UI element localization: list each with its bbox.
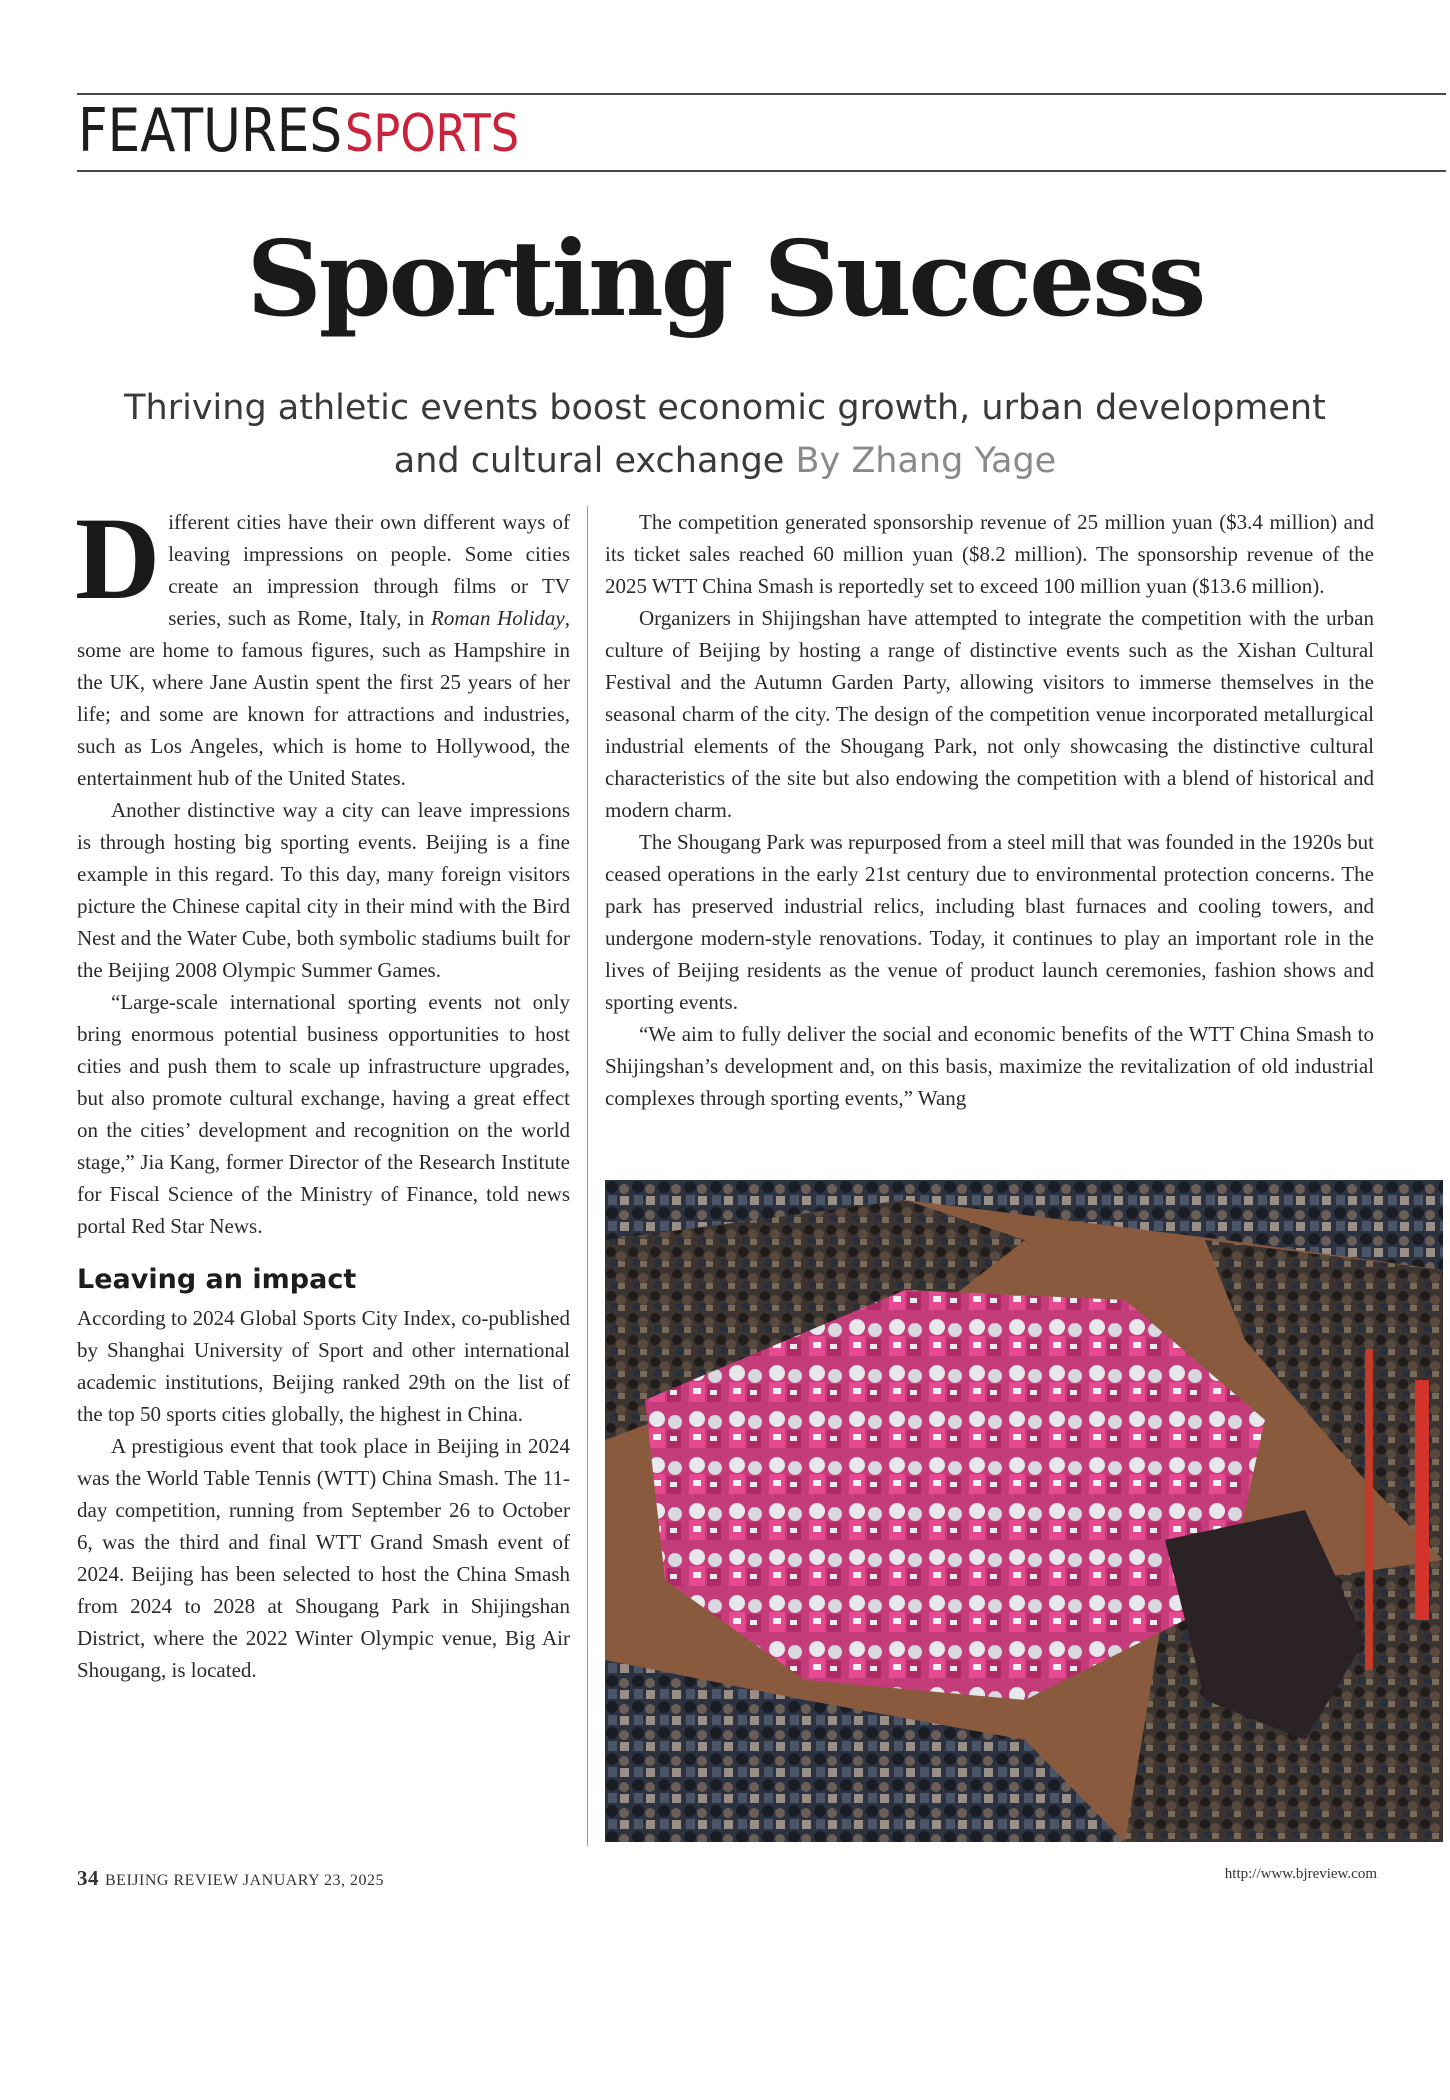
- subhead-leaving-an-impact: Leaving an impact: [77, 1264, 357, 1295]
- parade-photo-illustration: [605, 1180, 1443, 1842]
- paragraph-4: According to 2024 Global Sports City Index, co-published by Shanghai University of Sport and other international academic institutions, Beijing ranked 29th on the list of the top 50 sports cities globally, the highest in China.: [77, 1306, 570, 1426]
- section-label-features: FEATURES: [78, 96, 343, 166]
- publication-name: BEIJING REVIEW JANUARY 23, 2025: [105, 1872, 385, 1889]
- footer-url: http://www.bjreview.com: [1224, 1866, 1377, 1882]
- paragraph-8: The Shougang Park was repurposed from a steel mill that was founded in the 1920s but ceased operations in the early 21st century due to environmental protection concerns. The park has preserved industrial relics, including blast furnaces and cooling towers, and undergone modern-style renovations. Today, it continues to play an important role in the lives of Beijing residents as the venue of product launch ceremonies, fashion shows and sporting events.: [605, 830, 1374, 1014]
- parade-photo: [605, 1180, 1443, 1842]
- byline: By Zhang Yage: [795, 441, 1057, 481]
- left-column: [75, 493, 570, 1686]
- paragraph-1-text: ifferent cities have their own different ways of leaving impressions on people. Some cities create an impression through films or TV series, such as Rome, Italy, in: [168, 510, 570, 630]
- section-label-sports: SPORTS: [345, 104, 520, 164]
- page-number: 34: [77, 1866, 99, 1890]
- paragraph-2: Another distinctive way a city can leave impressions is through hosting big sporting events. Beijing is a fine example in this regard. To this day, many foreign visitors picture the Chinese capital city in their mind with the Bird Nest and the Water Cube, both symbolic stadiums built for the Beijing 2008 Olympic Summer Games.: [77, 798, 570, 982]
- paragraph-7: Organizers in Shijingshan have attempted to integrate the competition with the urban culture of Beijing by hosting a range of distinctive events such as the Xishan Cultural Festival and the Autumn Garden Party, allowing visitors to immerse themselves in the seasonal charm of the city. The design of the competition venue incorporated metallurgical industrial elements of the Shougang Park, not only showcasing the distinctive cultural characteristics of the site but also endowing the competition with a blend of historical and modern charm.: [605, 606, 1374, 822]
- paragraph-3: “Large-scale international sporting events not only bring enormous potential business opportunities to host cities and push them to scale up infrastructure upgrades, but also promote cultural exchange, having a great effect on the cities’ development and recognition on the world stage,” Jia Kang, former Director of the Research Institute for Fiscal Science of the Ministry of Finance, told news portal Red Star News.: [77, 990, 570, 1238]
- drop-cap: D: [75, 493, 161, 624]
- paragraph-1-rest: , some are home to famous figures, such as Hampshire in the UK, where Jane Austin spent the first 25 years of her life; and some are known for attractions and industries, such as Los Angeles, which is home to Hollywood, the entertainment hub of the United States.: [77, 606, 570, 790]
- header-rule-top: [77, 93, 1446, 95]
- article-deck: [90, 382, 1360, 488]
- header-rule-bottom: [77, 170, 1446, 172]
- paragraph-9: “We aim to fully deliver the social and economic benefits of the WTT China Smash to Shijingshan’s development and, on this basis, maximize the revitalization of old industrial complexes through sporting events,” Wang: [605, 1022, 1374, 1110]
- paragraph-6: The competition generated sponsorship revenue of 25 million yuan ($3.4 million) and its ticket sales reached 60 million yuan ($8.2 million). The sponsorship revenue of the 2025 WTT China Smash is reportedly set to exceed 100 million yuan ($13.6 million).: [605, 510, 1374, 598]
- paragraph-5: A prestigious event that took place in Beijing in 2024 was the World Table Tennis (WTT) China Smash. The 11-day competition, running from September 26 to October 6, was the third and final WTT Grand Smash event of 2024. Beijing has been selected to host the China Smash from 2024 to 2028 at Shougang Park in Shijingshan District, where the 2022 Winter Olympic venue, Big Air Shougang, is located.: [77, 1434, 570, 1682]
- paragraph-1: [75, 493, 570, 794]
- footer-publication: [77, 1866, 384, 1891]
- film-title-italic: Roman Holiday: [431, 606, 565, 630]
- section-header: [78, 96, 547, 168]
- article-headline: Sporting Success: [246, 217, 1204, 340]
- deck-text: Thriving athletic events boost economic growth, urban development and cultural exchange: [124, 388, 1326, 481]
- right-column: [605, 506, 1374, 1114]
- column-divider: [587, 506, 588, 1846]
